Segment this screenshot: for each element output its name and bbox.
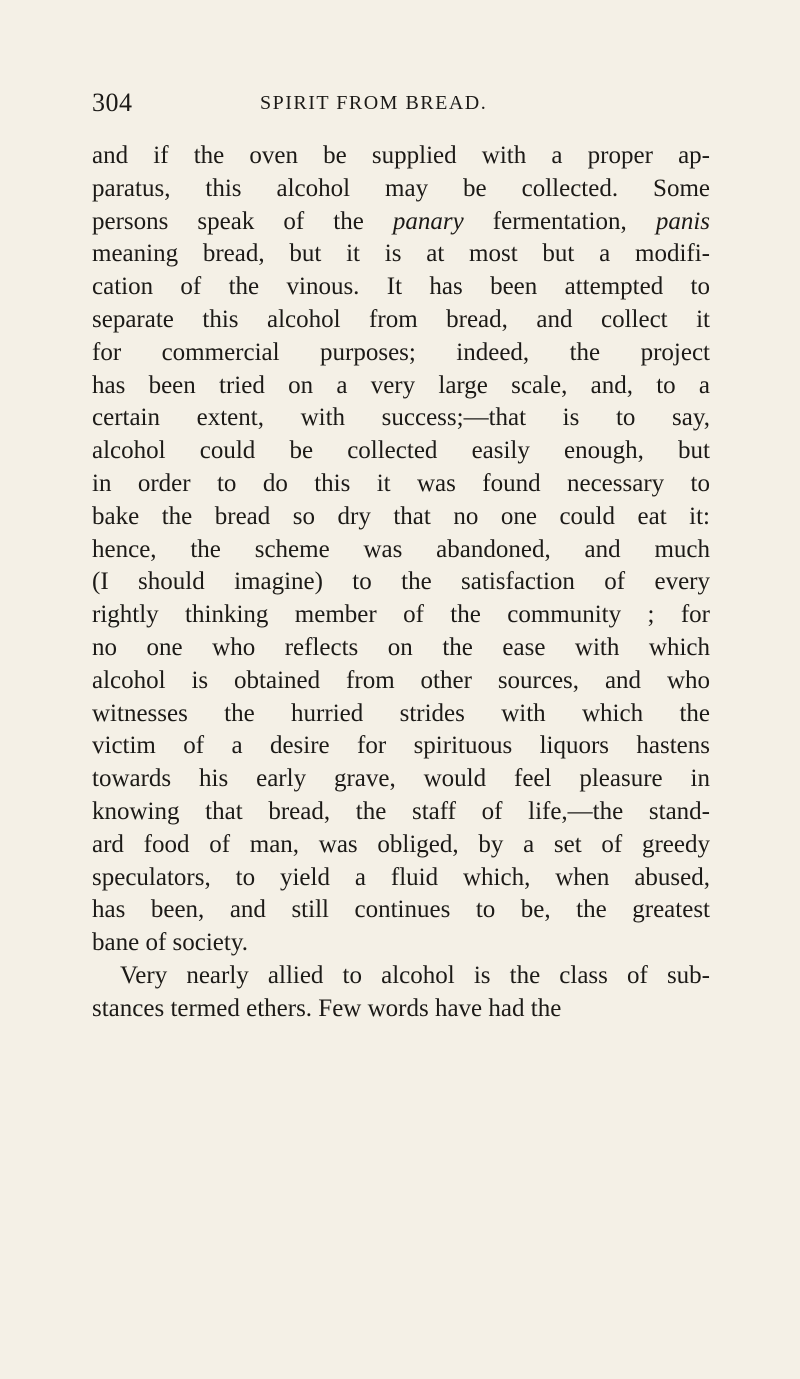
text-line: separate this alcohol from bread, and collect it bbox=[92, 305, 710, 333]
text-line: and if the oven be supplied with a proper ap- bbox=[92, 142, 710, 169]
text-line: bane of society. bbox=[92, 929, 248, 957]
text-line: speculators, to yield a fluid which, when abused, bbox=[92, 863, 710, 891]
text-line: alcohol could be collected easily enough, but bbox=[92, 437, 710, 465]
text-line: in order to do this it was found necessary to bbox=[92, 469, 710, 497]
text-line: meaning bread, but it is at most but a modifi- bbox=[92, 240, 710, 268]
running-head: SPIRIT FROM BREAD. bbox=[260, 92, 488, 114]
text-line: ard food of man, was obliged, by a set of greedy bbox=[92, 830, 710, 858]
text-line: has been tried on a very large scale, and, to a bbox=[92, 371, 710, 399]
text-line: knowing that bread, the staff of life,—the stand- bbox=[92, 797, 710, 825]
text-line: bake the bread so dry that no one could eat it: bbox=[92, 502, 710, 530]
italic-term: panis bbox=[655, 207, 710, 235]
text-line: certain extent, with success;—that is to say, bbox=[92, 404, 710, 432]
body-text bbox=[92, 140, 710, 1026]
text-line: paratus, this alcohol may be collected. Some bbox=[92, 174, 710, 202]
text-segment: fermentation, bbox=[463, 207, 656, 235]
text-line: witnesses the hurried strides with which the bbox=[92, 699, 710, 727]
text-line: victim of a desire for spirituous liquors hastens bbox=[92, 732, 710, 760]
text-line: towards his early grave, would feel pleasure in bbox=[92, 765, 710, 793]
text-line: alcohol is obtained from other sources, and who bbox=[92, 666, 710, 694]
text-line: rightly thinking member of the community ; for bbox=[92, 601, 710, 629]
text-line: (I should imagine) to the satisfaction of every bbox=[92, 568, 710, 596]
page-number: 304 bbox=[92, 88, 133, 117]
text-line: stances termed ethers. Few words have had the bbox=[92, 994, 562, 1022]
text-line: for commercial purposes; indeed, the project bbox=[92, 338, 710, 366]
text-line: hence, the scheme was abandoned, and much bbox=[92, 535, 710, 563]
text-line: cation of the vinous. It has been attempted to bbox=[92, 273, 710, 301]
text-line: Very nearly allied to alcohol is the class of sub- bbox=[120, 961, 710, 989]
text-segment: persons speak of the bbox=[92, 207, 393, 235]
text-line: no one who reflects on the ease with which bbox=[92, 633, 710, 661]
italic-term: panary bbox=[392, 207, 464, 235]
text-line bbox=[92, 206, 710, 239]
page-header bbox=[92, 88, 752, 124]
text-line: has been, and still continues to be, the greatest bbox=[92, 896, 710, 924]
